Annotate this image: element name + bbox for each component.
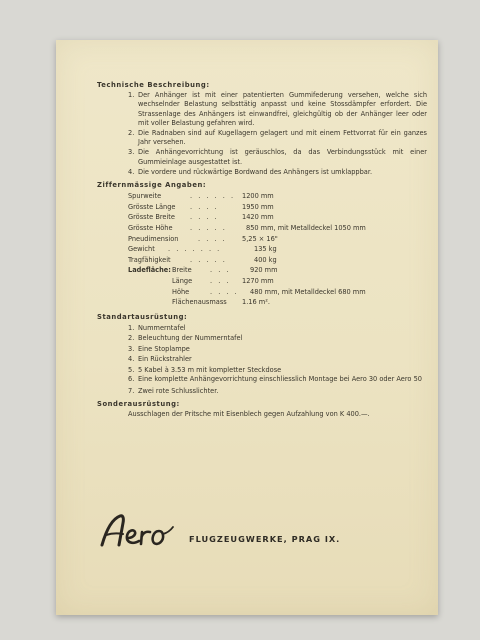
spec-row (128, 276, 427, 287)
standard-equipment-list (128, 323, 427, 396)
item-number: 3. (128, 344, 135, 353)
spec-dots: . . . . (198, 234, 227, 243)
spec-dots: . . . . . (190, 224, 227, 233)
spec-dots: . . . (210, 276, 231, 285)
aero-logo (96, 507, 186, 553)
spec-row (128, 202, 427, 213)
item-text: Die Anhängevorrichtung ist geräuschlos, da das Verbindungsstück mit einer Gummieinlage ausgestattet ist. (138, 148, 427, 166)
item-text: Zwei rote Schlusslichter. (138, 386, 219, 395)
spec-dots: . . . . . (190, 255, 227, 264)
item-number: 1. (128, 323, 135, 332)
technical-item (128, 91, 427, 128)
spec-sub-label: Flächenausmass (172, 298, 227, 307)
equipment-item (128, 344, 427, 354)
item-text: 5 Kabel à 3.53 m mit kompletter Steckdose (138, 365, 282, 374)
spec-label: Tragfähigkeit (128, 255, 171, 264)
equipment-item (128, 333, 427, 343)
special-equipment-text: Ausschlagen der Pritsche mit Eisenblech gegen Aufzahlung von K 400.—. (128, 410, 370, 419)
item-text: Beleuchtung der Nummerntafel (138, 334, 243, 343)
standard-equipment-heading: Standartausrüstung: (97, 312, 188, 321)
spec-label (128, 287, 172, 298)
spec-sub-label: Breite (172, 266, 192, 275)
equipment-item (128, 323, 427, 333)
spec-label: Grösste Höhe (128, 224, 173, 233)
item-number: 2. (128, 334, 135, 343)
item-text: Ein Rückstrahler (138, 355, 192, 364)
spec-row (128, 191, 427, 202)
spec-dots: . . . (210, 266, 231, 275)
technical-item (128, 168, 427, 177)
spec-value: 1200 mm (242, 192, 274, 201)
spec-sub-label: Länge (172, 276, 193, 285)
spec-row (128, 255, 427, 266)
item-number: 3. (128, 148, 135, 157)
technical-item (128, 148, 427, 166)
item-text: Die vordere und rückwärtige Bordwand des Anhängers ist umklappbar. (138, 167, 373, 176)
spec-value: 920 mm (250, 266, 278, 275)
spec-value: 1950 mm (242, 202, 274, 211)
spec-value: 850 mm, mit Metalldeckel 1050 mm (246, 224, 366, 233)
spec-label: Ladefläche: (128, 266, 171, 275)
special-equipment-heading: Sonderausrüstung: (97, 399, 180, 408)
item-number: 5. (128, 365, 135, 374)
spec-value: 1.16 m². (242, 298, 270, 307)
spec-row (128, 223, 427, 234)
spec-value: 480 mm, mit Metalldeckel 680 mm (250, 287, 366, 296)
specifications-list (128, 191, 427, 308)
equipment-item (128, 375, 427, 385)
equipment-item (128, 365, 427, 375)
technical-item (128, 129, 427, 147)
spec-label: Grösste Breite (128, 213, 175, 222)
spec-value: 5,25 × 16" (242, 234, 278, 243)
item-text: Eine komplette Anhängevorrichtung einschliesslich Montage bei Aero 30 oder Aero 50 (138, 374, 422, 383)
item-number: 4. (128, 355, 135, 364)
document-footer (96, 507, 416, 557)
spec-sub-label: Höhe (172, 287, 190, 296)
item-number: 4. (128, 167, 135, 176)
document-sheet (56, 40, 438, 615)
item-text: Der Anhänger ist mit einer patentierten Gummifederung versehen, welche sich wechselnder Belastung selbsttätig anpasst und keine Stossdämpfer erfordert. Die Strassenlage des Anhängers ist einwandfrei, gleichgültig ob der Anhänger leer oder mit voller Belastung gefahren wird. (138, 91, 427, 127)
spec-label (128, 276, 172, 287)
spec-row (128, 265, 427, 276)
spec-row (128, 234, 427, 245)
equipment-item (128, 386, 427, 396)
company-name: FLUGZEUGWERKE, PRAG IX. (189, 534, 341, 544)
spec-row (128, 212, 427, 223)
spec-label: Gewicht (128, 245, 155, 254)
spec-dots: . . . . . . (190, 192, 236, 201)
spec-dots: . . . . (190, 213, 219, 222)
spec-label: Pneudimension (128, 234, 179, 243)
item-number: 1. (128, 91, 135, 100)
spec-label (128, 297, 172, 308)
item-text: Nummerntafel (138, 323, 186, 332)
spec-row (128, 287, 427, 298)
technical-description-heading: Technische Beschreibung: (97, 81, 210, 89)
specifications-heading: Ziffernmässige Angaben: (97, 181, 207, 190)
spec-label: Grösste Länge (128, 202, 176, 211)
spec-value: 135 kg (254, 245, 277, 254)
spec-dots: . . . . (190, 202, 219, 211)
technical-description-list (128, 91, 427, 177)
document-body (97, 81, 427, 419)
spec-dots: . . . . . . . (168, 245, 222, 254)
item-number: 7. (128, 386, 135, 395)
spec-value: 1270 mm (242, 276, 274, 285)
item-number: 2. (128, 129, 135, 138)
spec-dots: . . . . (210, 287, 239, 296)
spec-row (128, 297, 427, 308)
spec-row (128, 244, 427, 255)
item-number: 6. (128, 374, 135, 383)
spec-value: 1420 mm (242, 213, 274, 222)
equipment-item (128, 354, 427, 364)
item-text: Die Radnaben sind auf Kugellagern gelagert und mit einem Fettvorrat für ein ganzes Jahr versehen. (138, 129, 427, 147)
item-text: Eine Stoplampe (138, 344, 190, 353)
spec-value: 400 kg (254, 255, 277, 264)
spec-label: Spurweite (128, 192, 162, 201)
